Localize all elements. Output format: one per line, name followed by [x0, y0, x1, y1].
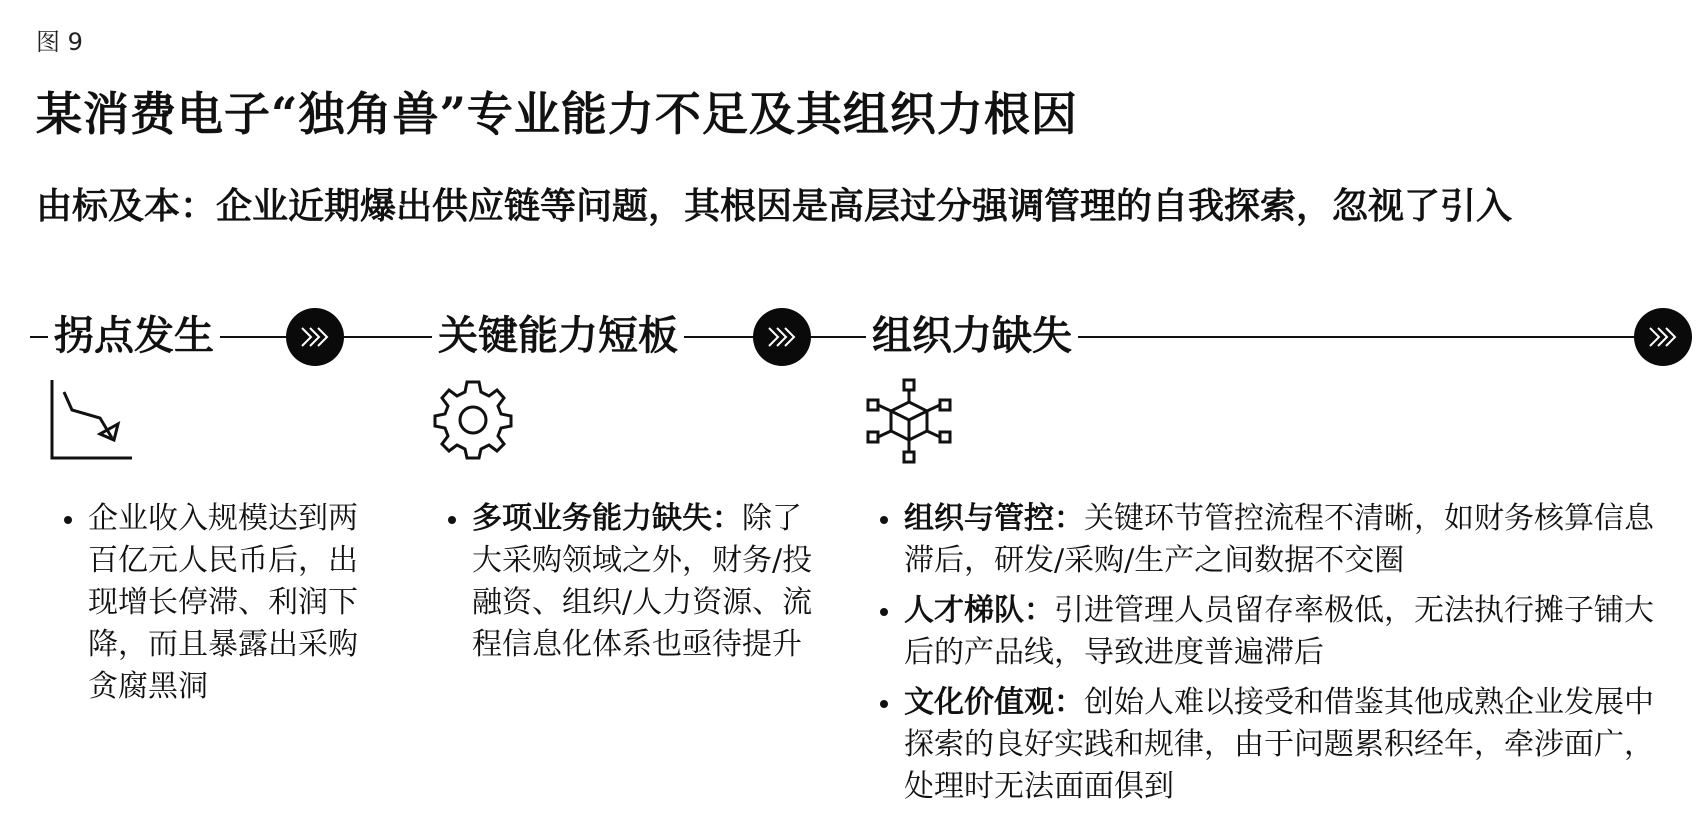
chevron-right-icon [1634, 308, 1692, 366]
page-title: 某消费电子“独角兽”专业能力不足及其组织力根因 [36, 87, 1078, 141]
network-cube-icon [866, 378, 952, 468]
timeline [0, 302, 1708, 372]
step-label-org-deficit: 组织力缺失 [866, 310, 1078, 362]
list-item [52, 498, 368, 708]
page-subtitle: 由标及本：企业近期爆出供应链等问题，其根因是高层过分强调管理的自我探索，忽视了引入 [36, 185, 1513, 227]
column-org-deficit [868, 498, 1660, 816]
timeline-line [30, 336, 1662, 338]
list-item [436, 498, 828, 666]
chevron-right-icon [286, 308, 344, 366]
bullet-text: 除了大采购领域之外，财务/投融资、组织/人力资源、流程信息化体系也亟待提升 [472, 501, 813, 662]
bullet-heading: 文化价值观： [904, 685, 1084, 720]
list-item [868, 498, 1660, 582]
column-capability-gap [436, 498, 828, 674]
list-item [868, 590, 1660, 674]
figure-label: 图 9 [36, 28, 83, 56]
step-label-inflection: 拐点发生 [48, 310, 220, 362]
bullet-text: 创始人难以接受和借鉴其他成熟企业发展中探索的良好实践和规律，由于问题累积经年，牵涉面广，处理时无法面面俱到 [904, 685, 1654, 804]
bullet-heading: 组织与管控： [904, 501, 1084, 536]
column-inflection [52, 498, 368, 716]
bullet-heading: 多项业务能力缺失： [472, 501, 742, 536]
list-item [868, 682, 1660, 808]
bullet-text: 引进管理人员留存率极低，无法执行摊子铺大后的产品线，导致进度普遍滞后 [904, 593, 1654, 670]
step-label-capability-gap: 关键能力短板 [432, 310, 684, 362]
declining-chart-icon [48, 378, 136, 466]
bullet-text: 关键环节管控流程不清晰，如财务核算信息滞后，研发/采购/生产之间数据不交圈 [904, 501, 1654, 578]
gear-icon [432, 378, 514, 464]
chevron-right-icon [753, 308, 811, 366]
bullet-text: 企业收入规模达到两百亿元人民币后，出现增长停滞、利润下降，而且暴露出采购贪腐黑洞 [88, 501, 358, 704]
bullet-heading: 人才梯队： [904, 593, 1054, 628]
